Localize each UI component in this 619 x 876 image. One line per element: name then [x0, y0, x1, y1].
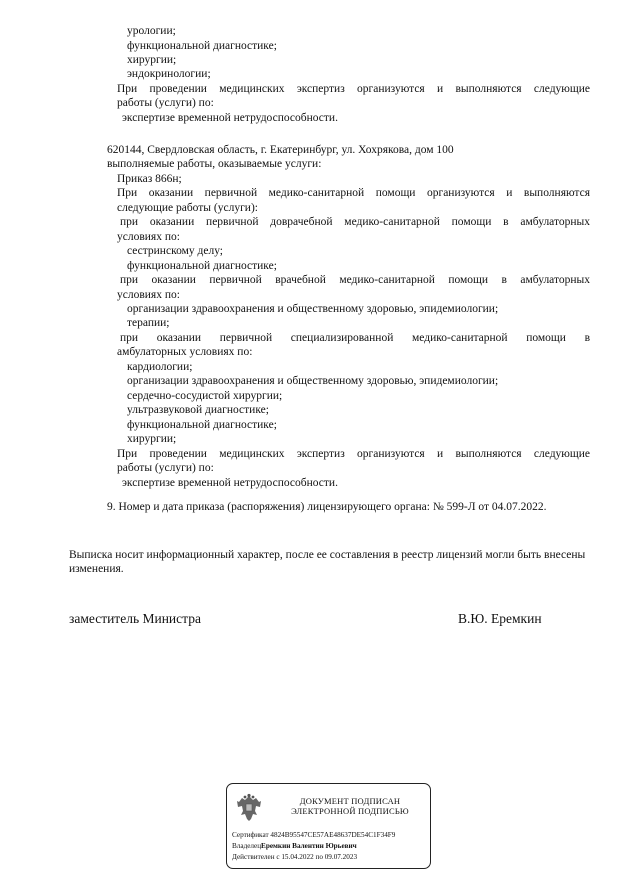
list-item: функциональной диагностике; — [127, 40, 277, 52]
stamp-owner — [232, 842, 357, 851]
list-item: кардиологии; — [127, 361, 193, 373]
stamp-certificate — [232, 831, 395, 840]
list-item: ультразвуковой диагностике; — [127, 404, 269, 416]
certificate-label: Сертификат — [232, 831, 269, 839]
order-line: 9. Номер и дата приказа (распоряжения) лицензирующего органа: № 599-Л от 04.07.2022. — [107, 501, 547, 513]
stamp-title: ДОКУМЕНТ ПОДПИСАН — [299, 796, 401, 806]
coat-of-arms-icon — [234, 793, 264, 823]
owner-name: Еремкин Валентин Юрьевич — [261, 842, 357, 850]
paragraph-line: При оказании первичной медико-санитарной помощи организуются и выполняются — [117, 187, 590, 199]
list-item: урологии; — [127, 25, 176, 37]
list-item: хирургии; — [127, 54, 177, 66]
paragraph-line: работы (услуги) по: — [117, 462, 214, 474]
certificate-number: 4824B95547CE57AE48637DE54C1F34F9 — [270, 831, 396, 839]
list-item: сестринскому делу; — [127, 245, 223, 257]
list-item: эндокринологии; — [127, 68, 211, 80]
list-item: функциональной диагностике; — [127, 419, 277, 431]
paragraph-line: при оказании первичной доврачебной медико-санитарной помощи в амбулаторных — [120, 216, 590, 228]
list-item: функциональной диагностике; — [127, 260, 277, 272]
list-item: сердечно-сосудистой хирургии; — [127, 390, 283, 402]
disclaimer-note: Выписка носит информационный характер, после ее составления в реестр лицензий могли быть внесены изменения. — [69, 549, 586, 575]
stamp-validity: Действителен с 15.04.2022 по 09.07.2023 — [232, 853, 358, 861]
list-item: экспертизе временной нетрудоспособности. — [122, 112, 338, 124]
paragraph-line: При проведении медицинских экспертиз организуются и выполняются следующие — [117, 448, 590, 460]
signatory-position: заместитель Министра — [69, 611, 201, 626]
paragraph-line: условиях по: — [117, 231, 180, 243]
owner-label: Владелец — [232, 842, 262, 850]
list-item: организации здравоохранения и общественному здоровью, эпидемиологии; — [127, 303, 499, 315]
paragraph-line: при оказании первичной врачебной медико-санитарной помощи в амбулаторных — [120, 274, 590, 286]
list-item: хирургии; — [127, 433, 177, 445]
signatory-name: В.Ю. Еремкин — [458, 611, 542, 626]
works-label: выполняемые работы, оказываемые услуги: — [107, 158, 322, 170]
paragraph-line: следующие работы (услуги): — [117, 202, 258, 214]
address-line: 620144, Свердловская область, г. Екатеринбург, ул. Хохрякова, дом 100 — [107, 144, 454, 156]
paragraph-line: амбулаторных условиях по: — [117, 346, 253, 358]
list-item: организации здравоохранения и общественному здоровью, эпидемиологии; — [127, 375, 499, 387]
paragraph-line: условиях по: — [117, 289, 180, 301]
paragraph-line: при оказании первичной специализированной медико-санитарной помощи в — [120, 332, 590, 344]
paragraph-line: При проведении медицинских экспертиз организуются и выполняются следующие — [117, 83, 590, 95]
list-item: экспертизе временной нетрудоспособности. — [122, 477, 338, 489]
list-item: терапии; — [127, 317, 170, 329]
electronic-signature-stamp — [226, 783, 431, 869]
paragraph-line: работы (услуги) по: — [117, 97, 214, 109]
stamp-subtitle: ЭЛЕКТРОННОЙ ПОДПИСЬЮ — [291, 806, 409, 816]
order-reference: Приказ 866н; — [117, 173, 182, 185]
